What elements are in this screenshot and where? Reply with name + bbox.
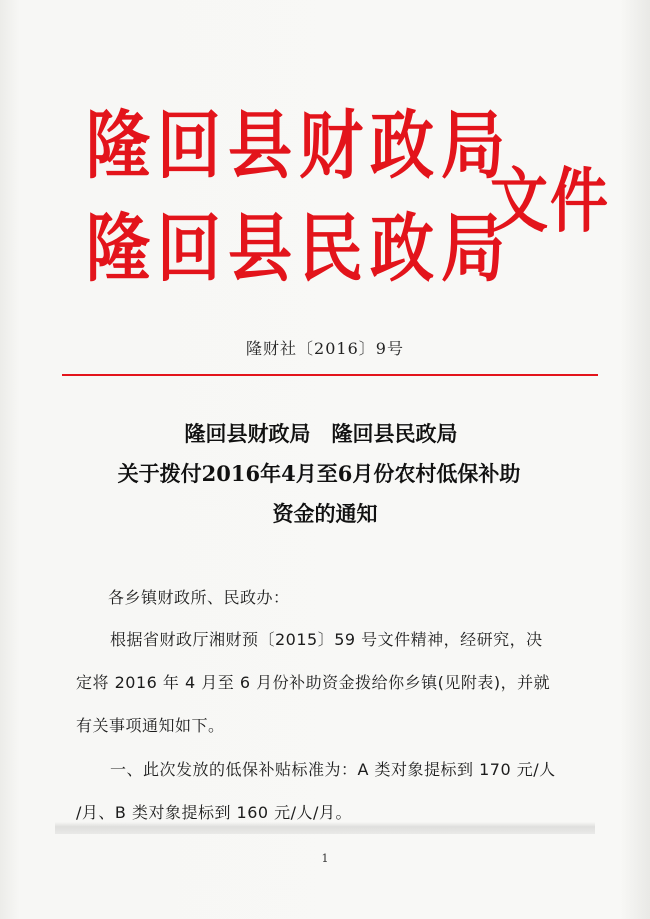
title-line-3: 资金的通知	[272, 501, 378, 526]
title-line-1: 隆回县财政局 隆回县民政局	[184, 421, 458, 446]
body-line-1: 根据省财政厅湘财预〔2015〕59 号文件精神，经研究，决	[110, 630, 543, 649]
red-header-rule	[62, 374, 598, 376]
page-number: 1	[321, 852, 329, 865]
document-label: 文件	[490, 160, 611, 242]
title-line-2: 关于拨付2016年4月至6月份农村低保补助	[117, 461, 521, 486]
body-line-2: 定将 2016 年 4 月至 6 月份补助资金拨给你乡镇(见附表)，并就	[76, 673, 551, 692]
issuer-name-finance-bureau: 隆回县财政局	[86, 103, 512, 190]
body-line-5: /月、B 类对象提标到 160 元/人/月。	[76, 803, 352, 822]
issuer-name-civil-affairs-bureau: 隆回县民政局	[86, 206, 512, 293]
body-line-4: 一、此次发放的低保补贴标准为：A 类对象提标到 170 元/人	[110, 760, 556, 779]
body-line-3: 有关事项通知如下。	[76, 716, 225, 735]
bleed-through-shadow	[55, 822, 595, 834]
document-number: 隆财社〔2016〕9号	[246, 339, 404, 358]
salutation: 各乡镇财政所、民政办：	[108, 588, 290, 607]
